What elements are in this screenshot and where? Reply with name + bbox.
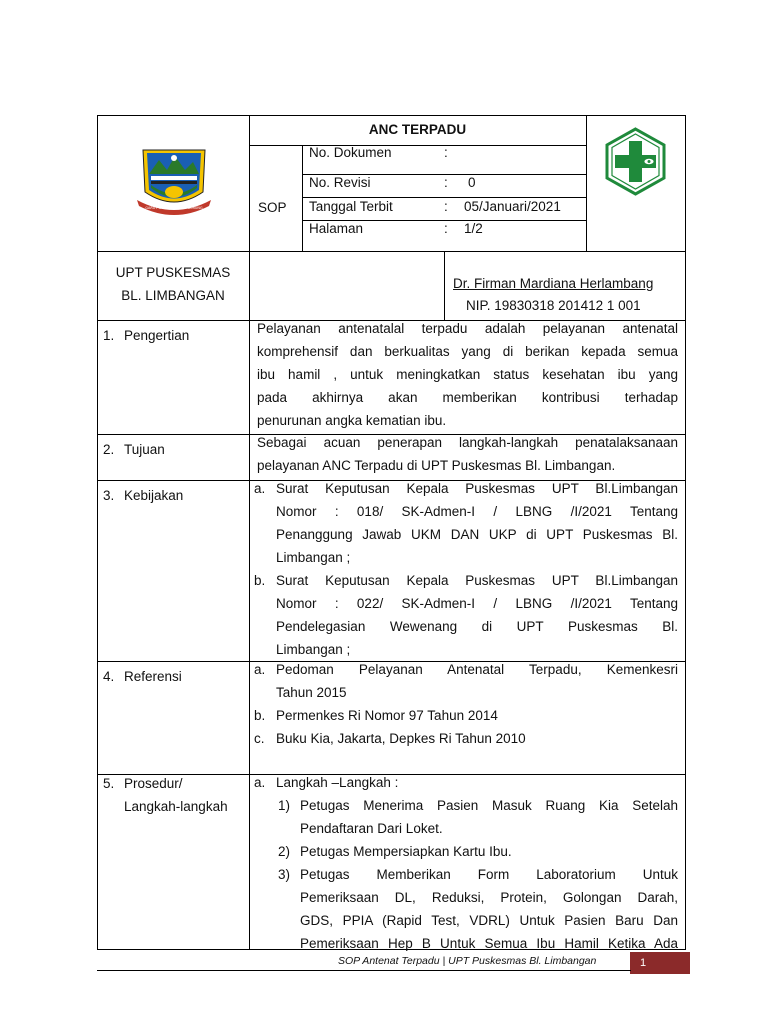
text-line: Petugas Mempersiapkan Kartu Ibu. bbox=[300, 844, 512, 859]
title-divider bbox=[249, 145, 586, 146]
text-line: Permenkes Ri Nomor 97 Tahun 2014 bbox=[276, 708, 498, 723]
section-label-langkah: Langkah-langkah bbox=[124, 799, 228, 814]
field-label-halaman: Halaman bbox=[309, 221, 364, 236]
section-number: 2. bbox=[103, 442, 115, 457]
text-line: ibu hamil , untuk meningkatkan status kesehatan ibu yang bbox=[257, 367, 678, 382]
sop-label: SOP bbox=[258, 200, 287, 215]
page-number: 1 bbox=[630, 952, 690, 974]
field-label-tanggal-terbit: Tanggal Terbit bbox=[309, 199, 393, 214]
document-title: ANC TERPADU bbox=[368, 122, 467, 137]
svg-text:GARUT TANDANG GAWE GURUNG: GARUT TANDANG GAWE GURUNG bbox=[145, 206, 203, 210]
list-item bbox=[278, 794, 678, 840]
list-item bbox=[254, 477, 678, 569]
org-name-line1: UPT PUSKESMAS bbox=[115, 265, 231, 280]
field-label-no-revisi: No. Revisi bbox=[309, 175, 371, 190]
text-line: Surat Keputusan Kepala Puskesmas UPT Bl.Limbangan bbox=[276, 573, 678, 588]
field-value-no-revisi: 0 bbox=[468, 175, 476, 190]
text-line: Limbangan ; bbox=[276, 550, 351, 565]
text-line: Pemeriksaan DL, Reduksi, Protein, Golongan Darah, bbox=[300, 890, 678, 905]
footer-text: SOP Antenat Terpadu | UPT Puskesmas Bl. Limbangan bbox=[338, 955, 597, 967]
list-item bbox=[254, 704, 678, 727]
text-line: komprehensif dan berkualitas yang di berikan kepada semua bbox=[257, 344, 678, 359]
text-line: penurunan angka kematian ibu. bbox=[257, 413, 447, 428]
text-line: Nomor : 018/ SK-Admen-I / LBNG /I/2021 Tentang bbox=[276, 504, 678, 519]
section-number: 1. bbox=[103, 328, 115, 343]
field-value-tanggal-terbit: 05/Januari/2021 bbox=[464, 199, 561, 214]
field-sep: : bbox=[444, 145, 448, 160]
list-item bbox=[254, 658, 678, 704]
section-number: 3. bbox=[103, 488, 115, 503]
header-divider bbox=[97, 251, 686, 252]
section-number: 4. bbox=[103, 669, 115, 684]
col-divider bbox=[249, 115, 250, 950]
section-number: 5. bbox=[103, 776, 115, 791]
text-line: Petugas Menerima Pasien Masuk Ruang Kia Setelah bbox=[300, 798, 678, 813]
list-marker: 3) bbox=[278, 867, 291, 882]
list-marker: a. bbox=[254, 662, 266, 677]
signer-nip: NIP. 19830318 201412 1 001 bbox=[466, 298, 641, 313]
list-item bbox=[278, 840, 678, 863]
list-marker: b. bbox=[254, 708, 266, 723]
text-line: Pendelegasian Wewenang di UPT Puskesmas Bl. bbox=[276, 619, 678, 634]
pengertian-text bbox=[257, 317, 678, 432]
org-name-line2: BL. LIMBANGAN bbox=[121, 288, 225, 303]
regency-emblem-icon bbox=[135, 142, 213, 220]
text-line: pada akhirnya akan memberikan kontribusi terhadap bbox=[257, 390, 678, 405]
logo-col-divider bbox=[586, 115, 587, 251]
footer-divider bbox=[97, 970, 631, 971]
list-marker: b. bbox=[254, 573, 266, 588]
text-line: pelayanan ANC Terpadu di UPT Puskesmas Bl. Limbangan. bbox=[257, 458, 616, 473]
regency-logo bbox=[135, 142, 213, 220]
field-sep: : bbox=[444, 199, 448, 214]
signer-name: Dr. Firman Mardiana Herlambang bbox=[453, 276, 654, 291]
text-line: Sebagai acuan penerapan langkah-langkah penatalaksanaan bbox=[257, 435, 678, 450]
prosedur-list bbox=[254, 771, 678, 955]
list-marker: c. bbox=[254, 731, 265, 746]
list-marker: a. bbox=[254, 775, 266, 790]
text-line: Penanggung Jawab UKM DAN UKP di UPT Puskesmas Bl. bbox=[276, 527, 678, 542]
list-marker: 2) bbox=[278, 844, 291, 859]
puskesmas-cross-icon bbox=[601, 127, 670, 196]
text-line: Pendaftaran Dari Loket. bbox=[300, 821, 443, 836]
text-line: GDS, PPIA (Rapid Test, VDRL) Untuk Pasien Baru Dan bbox=[300, 913, 678, 928]
text-line: Pemeriksaan Hep B Untuk Semua Ibu Hamil Ketika Ada bbox=[300, 936, 678, 951]
text-line: Petugas Memberikan Form Laboratorium Untuk bbox=[300, 867, 678, 882]
text-line: Buku Kia, Jakarta, Depkes Ri Tahun 2010 bbox=[276, 731, 526, 746]
field-label-no-dokumen: No. Dokumen bbox=[309, 145, 392, 160]
tujuan-text bbox=[257, 431, 678, 477]
list-marker: 1) bbox=[278, 798, 291, 813]
sop-col-divider bbox=[302, 145, 303, 251]
list-marker: a. bbox=[254, 481, 266, 496]
kebijakan-list bbox=[254, 477, 678, 661]
text-line: Nomor : 022/ SK-Admen-I / LBNG /I/2021 Tentang bbox=[276, 596, 678, 611]
list-item bbox=[278, 863, 678, 955]
section-label-kebijakan: Kebijakan bbox=[124, 488, 184, 503]
signer-col-divider bbox=[444, 251, 445, 320]
list-item bbox=[254, 771, 678, 794]
section-label-pengertian: Pengertian bbox=[124, 328, 190, 343]
text-line: Limbangan ; bbox=[276, 642, 351, 657]
section-label-tujuan: Tujuan bbox=[124, 442, 165, 457]
puskesmas-logo bbox=[601, 127, 670, 196]
text-line: Tahun 2015 bbox=[276, 685, 347, 700]
section-label-referensi: Referensi bbox=[124, 669, 182, 684]
field-sep: : bbox=[444, 175, 448, 190]
text-line: Pelayanan antenatalal terpadu adalah pelayanan antenatal bbox=[257, 321, 678, 336]
referensi-list bbox=[254, 658, 678, 750]
field-sep: : bbox=[444, 221, 448, 236]
list-item bbox=[254, 727, 678, 750]
field-divider bbox=[302, 197, 586, 198]
field-value-halaman: 1/2 bbox=[464, 221, 483, 236]
list-item bbox=[254, 569, 678, 661]
text-line: Langkah –Langkah : bbox=[276, 775, 399, 790]
section-label-prosedur: Prosedur/ bbox=[124, 776, 183, 791]
text-line: Surat Keputusan Kepala Puskesmas UPT Bl.Limbangan bbox=[276, 481, 678, 496]
text-line: Pedoman Pelayanan Antenatal Terpadu, Kemenkesri bbox=[276, 662, 678, 677]
